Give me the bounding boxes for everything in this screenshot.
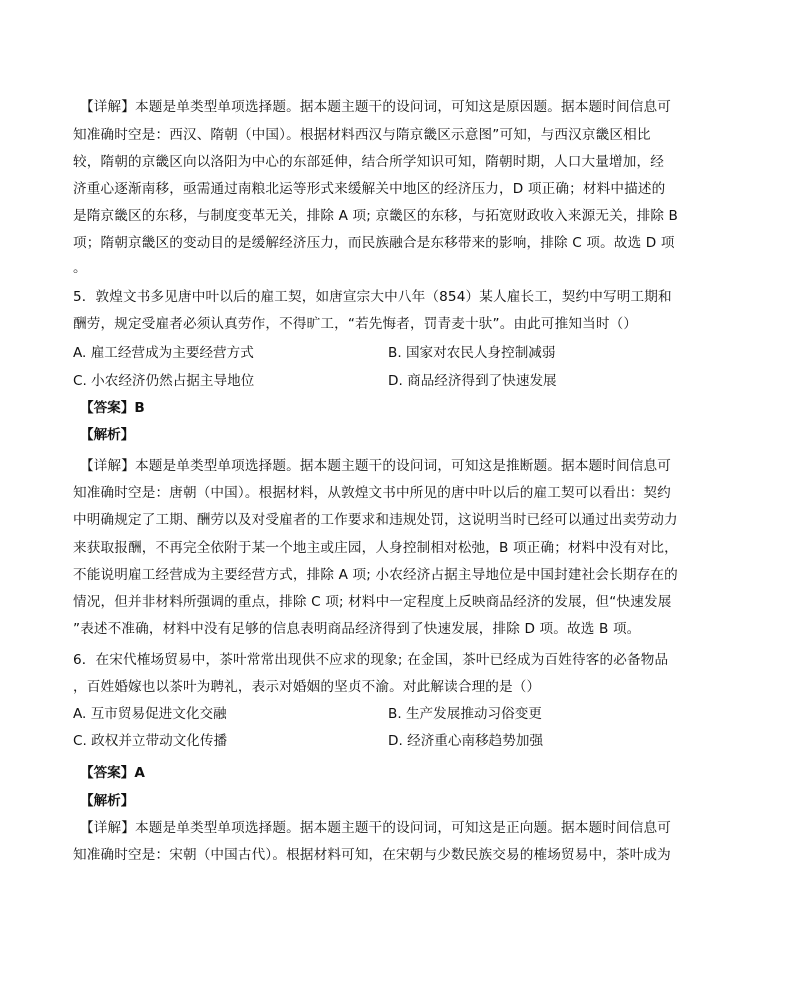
q5-detail-line: 中明确规定了工期、酬劳以及对受雇者的工作要求和违规处罚，这说明当时已经可以通过出卖劳动力 [73,512,678,528]
q5-option-d: D. 商品经济得到了快速发展 [388,373,557,389]
detail-line: 【详解】本题是单类型单项选择题。据本题主题干的设问词，可知这是原因题。据本题时间信息可 [80,99,671,115]
question-6-stem: ，百姓婚嫁也以茶叶为聘礼，表示对婚姻的坚贞不渝。对此解读合理的是（） [73,679,541,695]
q6-option-b: B. 生产发展推动习俗变更 [388,706,542,722]
q5-detail-line: ”表述不准确，材料中没有足够的信息表明商品经济得到了快速发展，排除 D 项。故选 B 项。 [73,621,641,637]
q6-option-a: A. 互市贸易促进文化交融 [73,706,227,722]
q5-option-b: B. 国家对农民人身控制减弱 [388,345,556,361]
detail-line: 知准确时空是：西汉、隋朝（中国）。根据材料西汉与隋京畿区示意图”可知，与西汉京畿区相比 [73,127,651,143]
question-5-stem: 酬劳，规定受雇者必须认真劳作，不得旷工，“若先悔者，罚青麦十驮”。由此可推知当时（） [73,316,638,332]
question-6-stem: 6．在宋代榷场贸易中，茶叶常常出现供不应求的现象; 在金国，茶叶已经成为百姓待客的必备物品 [73,652,669,668]
question-5-stem: 5．敦煌文书多见唐中叶以后的雇工契，如唐宣宗大中八年（854）某人雇长工，契约中写明工期和 [73,289,672,305]
q6-option-d: D. 经济重心南移趋势加强 [388,733,544,749]
q5-analysis-heading: 【解析】 [80,427,135,443]
q5-option-a: A. 雇工经营成为主要经营方式 [73,345,254,361]
q5-detail-line: 来获取报酬，不再完全依附于某一个地主或庄园，人身控制相对松弛，B 项正确；材料中没有对比， [73,540,678,556]
detail-line: 项；隋朝京畿区的变动目的是缓解经济压力，而民族融合是东移带来的影响，排除 C 项。故选 D 项 [73,235,675,251]
q5-detail-line: 知准确时空是：唐朝（中国）。根据材料，从敦煌文书中所见的唐中叶以后的雇工契可以看出：契约 [73,485,671,501]
detail-line: 较，隋朝的京畿区向以洛阳为中心的东部延伸，结合所学知识可知，隋朝时期，人口大量增加，经 [73,154,664,170]
detail-line: 济重心逐渐南移，亟需通过南粮北运等形式来缓解关中地区的经济压力，D 项正确；材料中描述的 [73,181,666,197]
q5-option-c: C. 小农经济仍然占据主导地位 [73,373,255,389]
detail-line: 。 [73,260,87,276]
q6-detail-line: 知准确时空是：宋朝（中国古代）。根据材料可知，在宋朝与少数民族交易的榷场贸易中，茶叶成为 [73,847,671,863]
q5-detail-line: 不能说明雇工经营成为主要经营方式，排除 A 项; 小农经济占据主导地位是中国封建社会长期存在的 [73,567,678,583]
q6-answer: 【答案】A [80,765,145,781]
q5-answer: 【答案】B [80,400,145,416]
q5-detail-line: 【详解】本题是单类型单项选择题。据本题主题干的设问词，可知这是推断题。据本题时间信息可 [80,458,671,474]
q5-detail-line: 情况，但并非材料所强调的重点，排除 C 项; 材料中一定程度上反映商品经济的发展，但“快速发展 [73,594,672,610]
q6-option-c: C. 政权并立带动文化传播 [73,733,228,749]
detail-line: 是隋京畿区的东移，与制度变革无关，排除 A 项; 京畿区的东移，与拓宽财政收入来源无关，排除 B [73,208,679,224]
q6-detail-line: 【详解】本题是单类型单项选择题。据本题主题干的设问词，可知这是正向题。据本题时间信息可 [80,820,671,836]
q6-analysis-heading: 【解析】 [80,793,135,809]
